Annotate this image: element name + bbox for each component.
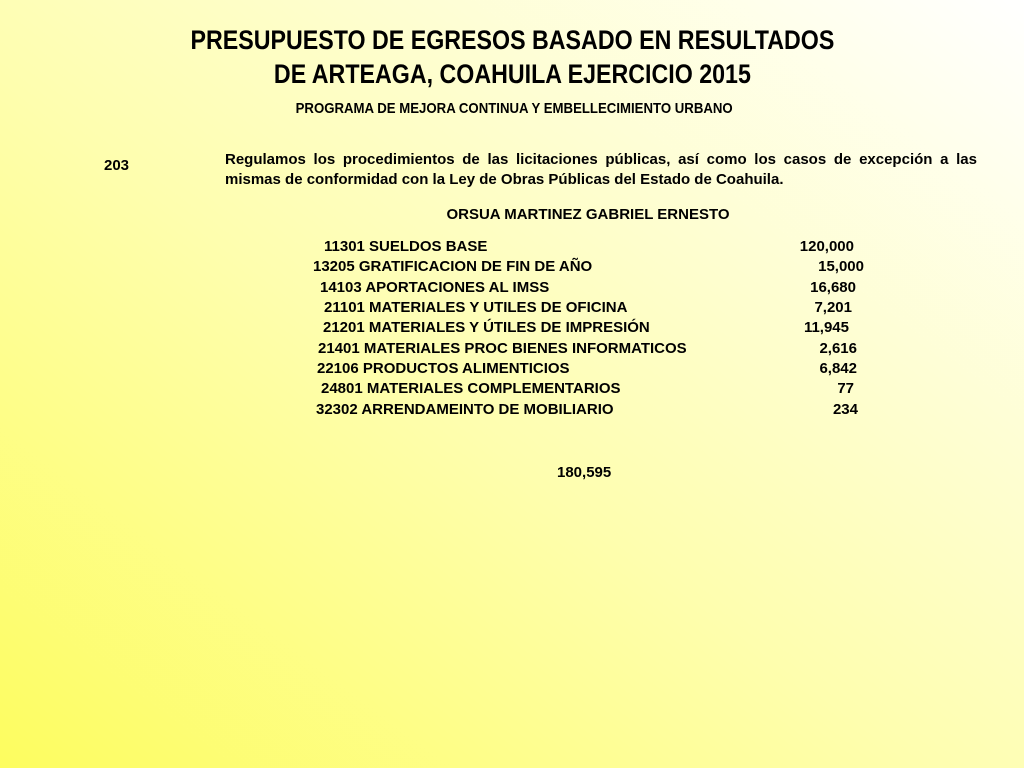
budget-item-label: 21401 MATERIALES PROC BIENES INFORMATICOS	[318, 340, 687, 357]
budget-item-amount: 6,842	[819, 360, 857, 377]
page-title-line-2: DE ARTEAGA, COAHUILA EJERCICIO 2015	[273, 59, 751, 89]
budget-item-label: 21201 MATERIALES Y ÚTILES DE IMPRESIÓN	[323, 319, 650, 336]
budget-item-label: 24801 MATERIALES COMPLEMENTARIOS	[321, 380, 621, 397]
budget-item-label: 13205 GRATIFICACION DE FIN DE AÑO	[313, 258, 593, 275]
budget-item-amount: 11,945	[803, 319, 849, 336]
responsible-person: ORSUA MARTINEZ GABRIEL ERNESTO	[446, 206, 730, 223]
budget-item-amount: 16,680	[810, 279, 856, 296]
page-title-line-1: PRESUPUESTO DE EGRESOS BASADO EN RESULTADOS	[190, 25, 835, 55]
budget-item-amount: 7,201	[814, 299, 852, 316]
budget-item-amount: 15,000	[818, 258, 864, 275]
budget-item-label: 11301 SUELDOS BASE	[324, 238, 488, 255]
program-code: 203	[104, 157, 130, 174]
program-description: Regulamos los procedimientos de las licitaciones públicas, así como los casos de excepción a las mismas de conformidad con la Ley de Obras Públicas del Estado de Coahuila.	[225, 151, 977, 188]
budget-item-label: 22106 PRODUCTOS ALIMENTICIOS	[317, 360, 570, 377]
budget-item-label: 21101 MATERIALES Y UTILES DE OFICINA	[324, 299, 628, 316]
budget-total: 180,595	[557, 464, 612, 481]
program-subtitle: PROGRAMA DE MEJORA CONTINUA Y EMBELLECIMIENTO URBANO	[295, 100, 733, 117]
budget-item-amount: 2,616	[819, 340, 857, 357]
budget-item-label: 14103 APORTACIONES AL IMSS	[320, 279, 550, 296]
budget-item-amount: 120,000	[799, 238, 854, 255]
budget-item-amount: 234	[832, 401, 858, 418]
budget-item-amount: 77	[837, 380, 854, 397]
budget-item-label: 32302 ARRENDAMEINTO DE MOBILIARIO	[316, 401, 614, 418]
